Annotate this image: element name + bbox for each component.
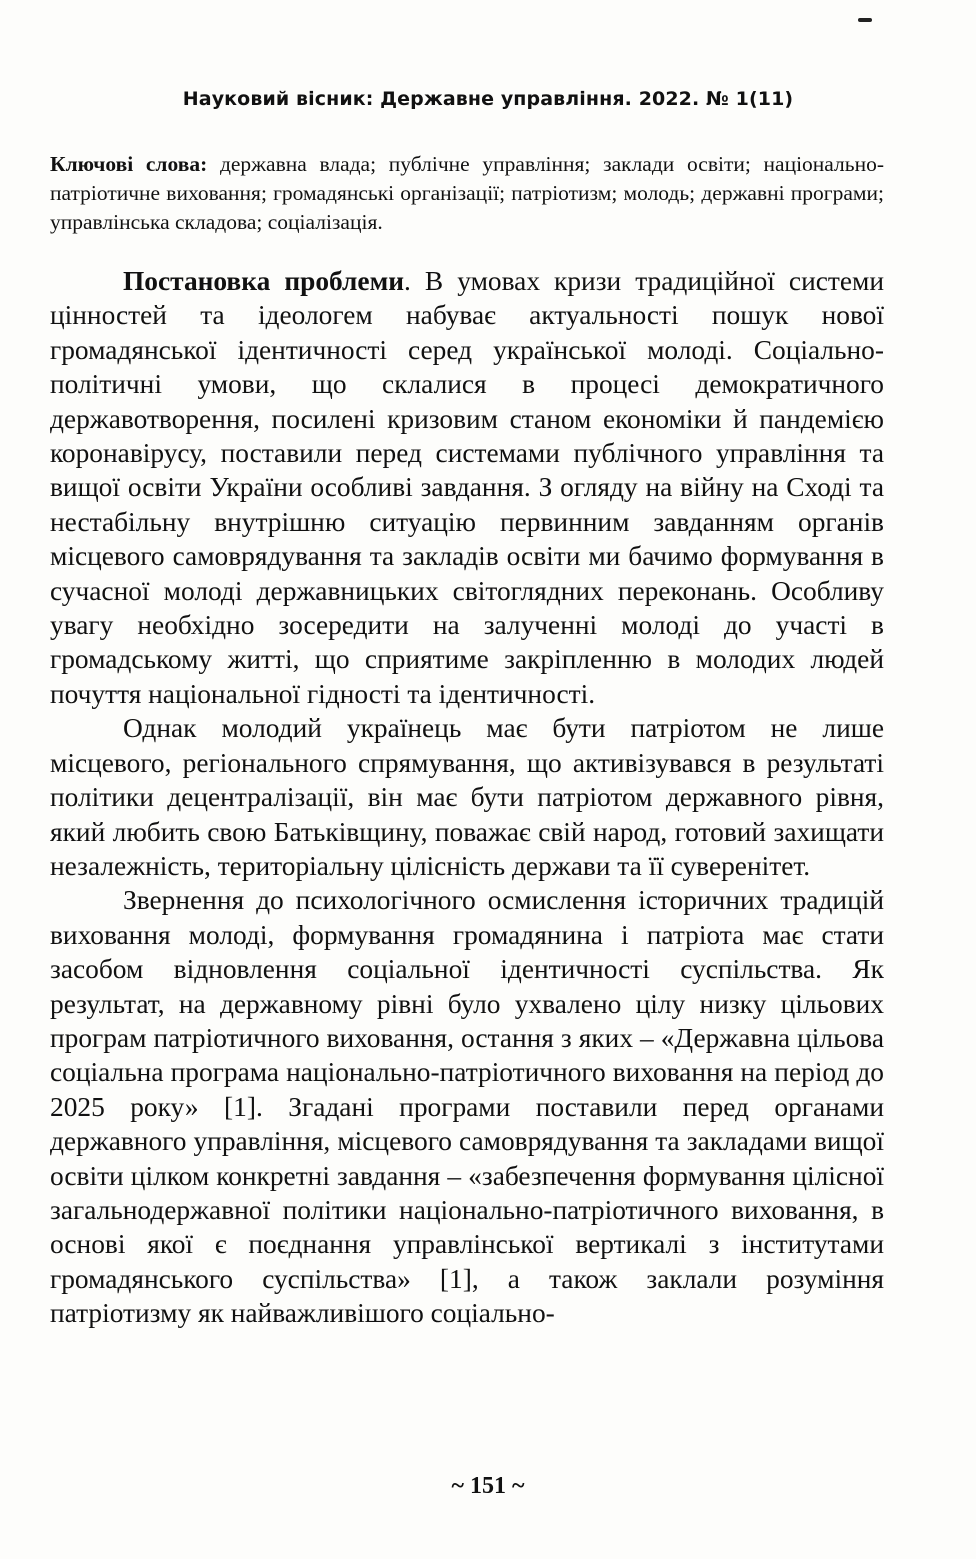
keywords-label: Ключові слова: — [50, 152, 208, 176]
section-lead-heading: Постановка проблеми — [123, 266, 405, 296]
running-header: Науковий вісник: Державне управління. 2022. № 1(11) — [182, 88, 794, 110]
paragraph-programs: Звернення до психологічного осмислення історичних традицій виховання молоді, формування громадянина і патріота має стати засобом відновлення соціальної ідентичності суспільства. Як результат, на державному рівні було ухвалено цілу низку цільових програм патріотичного виховання, остання з яких – «Державна цільова соціальна програма національно-патріотичного виховання на період до 2025 року» [1]. Згадані програми поставили перед органами державного управління, місцевого самоврядування та закладами вищої освіти цілком конкретні завдання – «забезпечення формування цілісної загальнодержавної політики національно-патріотичного виховання, в основі якої є поєднання управлінської вертикалі з інститутами громадянського суспільства» [1], а також заклали розуміння патріотизму як найважливішого соціально- — [50, 885, 884, 1329]
keywords-block — [50, 150, 884, 237]
keywords-text: державна влада; публічне управління; заклади освіти; національно-патріотичне виховання; громадянські організації; патріотизм; молодь; державні програми; управлінська складова; соціалізація. — [50, 152, 884, 234]
paragraph-problem-statement — [50, 264, 884, 711]
paragraph-text: . В умовах кризи традиційної системи цінностей та ідеологем набуває актуальності пошук нової громадянської ідентичності серед української молоді. Соціально-політичні умови, що склалися в процесі демократичного державотворення, посилені кризовим станом економіки й пандемією коронавірусу, поставили перед системами публічного управління та вищої освіти України особливі завдання. З огляду на війну на Сході та нестабільну внутрішню ситуацію первинним завданням органів місцевого самоврядування та закладів освіти ми бачимо формування в сучасної молоді державницьких світоглядних переконань. Особливу увагу необхідно зосередити на залученні молоді до участі в громадському житті, що сприятиме закріпленню в молодих людей почуття національної гідності та ідентичності. — [50, 266, 885, 709]
scan-artifact — [858, 18, 872, 22]
article-body — [50, 264, 884, 1331]
page-number: ~ 151 ~ — [451, 1473, 525, 1499]
paragraph-patriot: Однак молодий українець має бути патріотом не лише місцевого, регіонального спрямування, що активізувався в результаті політики децентралізації, він має бути патріотом державного рівня, який любить свою Батьківщину, поважає свій народ, готовий захищати незалежність, територіальну цілісність держави та її суверенітет. — [50, 713, 884, 881]
